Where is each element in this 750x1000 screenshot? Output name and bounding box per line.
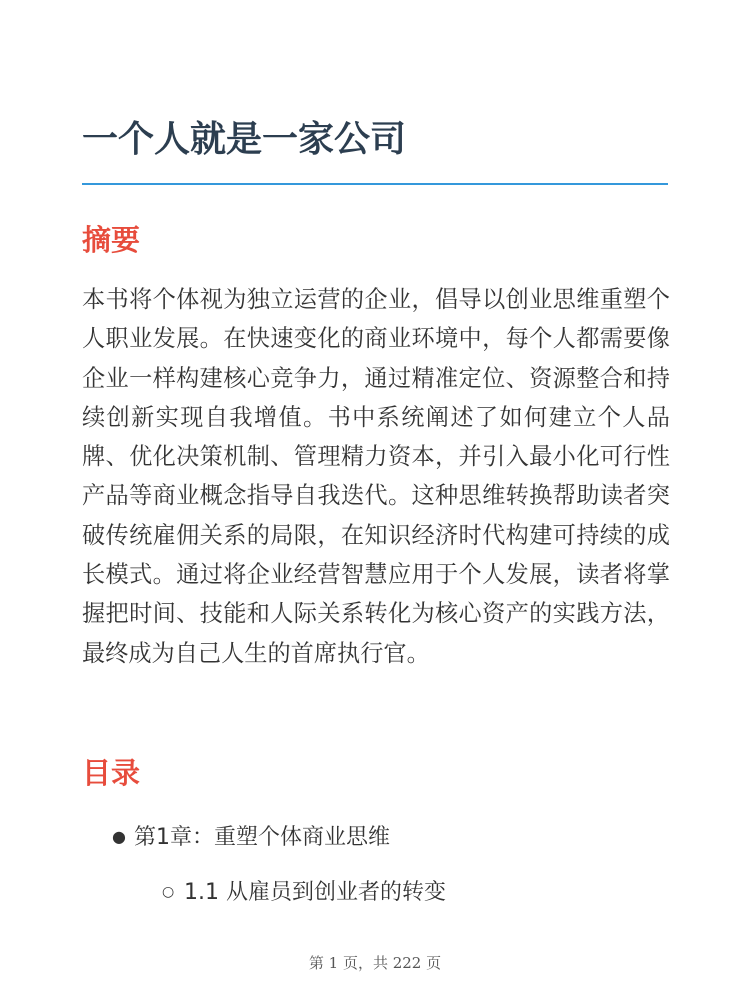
- abstract-paragraph: 本书将个体视为独立运营的企业，倡导以创业思维重塑个人职业发展。在快速变化的商业环境中，每个人都需要像企业一样构建核心竞争力，通过精准定位、资源整合和持续创新实现自我增值。书中系统阐述了如何建立个人品牌、优化决策机制、管理精力资本，并引入最小化可行性产品等商业概念指导自我迭代。这种思维转换帮助读者突破传统雇佣关系的局限，在知识经济时代构建可持续的成长模式。通过将企业经营智慧应用于个人发展，读者将掌握把时间、技能和人际关系转化为核心资产的实践方法，最终成为自己人生的首席执行官。: [82, 286, 670, 667]
- abstract-heading: 摘要: [82, 223, 141, 257]
- bullet-circle-icon: ○: [162, 884, 175, 900]
- bullet-disc-icon: ●: [112, 827, 126, 846]
- page-title: 一个人就是一家公司: [82, 119, 407, 160]
- toc-heading: 目录: [82, 756, 141, 790]
- title-divider: [82, 183, 668, 185]
- toc-item-section-1-1[interactable]: [162, 877, 446, 908]
- page-footer: 第 1 页，共 222 页: [308, 954, 442, 972]
- toc-item-label: 1.1 从雇员到创业者的转变: [184, 880, 446, 905]
- toc-item-chapter-1[interactable]: [112, 822, 390, 853]
- toc-item-label: 第1章：重塑个体商业思维: [134, 825, 390, 850]
